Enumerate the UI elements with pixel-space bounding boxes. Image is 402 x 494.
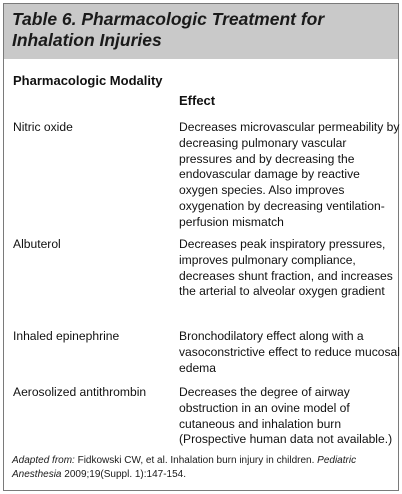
footnote-label: Adapted from: [12,455,75,466]
row-modality: Inhaled epinephrine [13,329,120,343]
table-title: Table 6. Pharmacologic Treatment for Inhalation Injuries [12,9,325,50]
row-effect: Bronchodilatory effect along with a vasoconstrictive effect to reduce mucosal edema [179,329,400,375]
footnote [12,454,392,482]
table-title-bar [4,4,398,59]
footnote-journal: Pediatric Anesthesia [12,455,357,480]
footnote-citation: 2009;19(Suppl. 1):147-154. [61,469,187,480]
row-effect: Decreases peak inspiratory pressures, improves pulmonary compliance, decreases shunt fraction, and increases the arterial to alveolar oxygen gradient [179,237,393,299]
row-effect: Decreases microvascular permeability by decreasing pulmonary vascular pressures and by decreasing the endovascular damage by reactive oxygen species. Also improves oxygenation by decreasing ventilation-perfusion mismatch [179,120,400,229]
header-effect: Effect [179,92,216,108]
row-modality: Aerosolized antithrombin [13,385,147,399]
header-modality: Pharmacologic Modality [13,73,163,88]
table-header [13,73,390,109]
table-container [3,3,399,491]
row-effect: Decreases the degree of airway obstruction in an ovine model of cutaneous and inhalation burn (Prospective human data not available.) [179,385,393,447]
row-modality: Albuterol [13,237,61,251]
footnote-authors: Fidkowski CW, et al. Inhalation burn injury in children. [74,455,318,466]
row-modality: Nitric oxide [13,120,73,134]
